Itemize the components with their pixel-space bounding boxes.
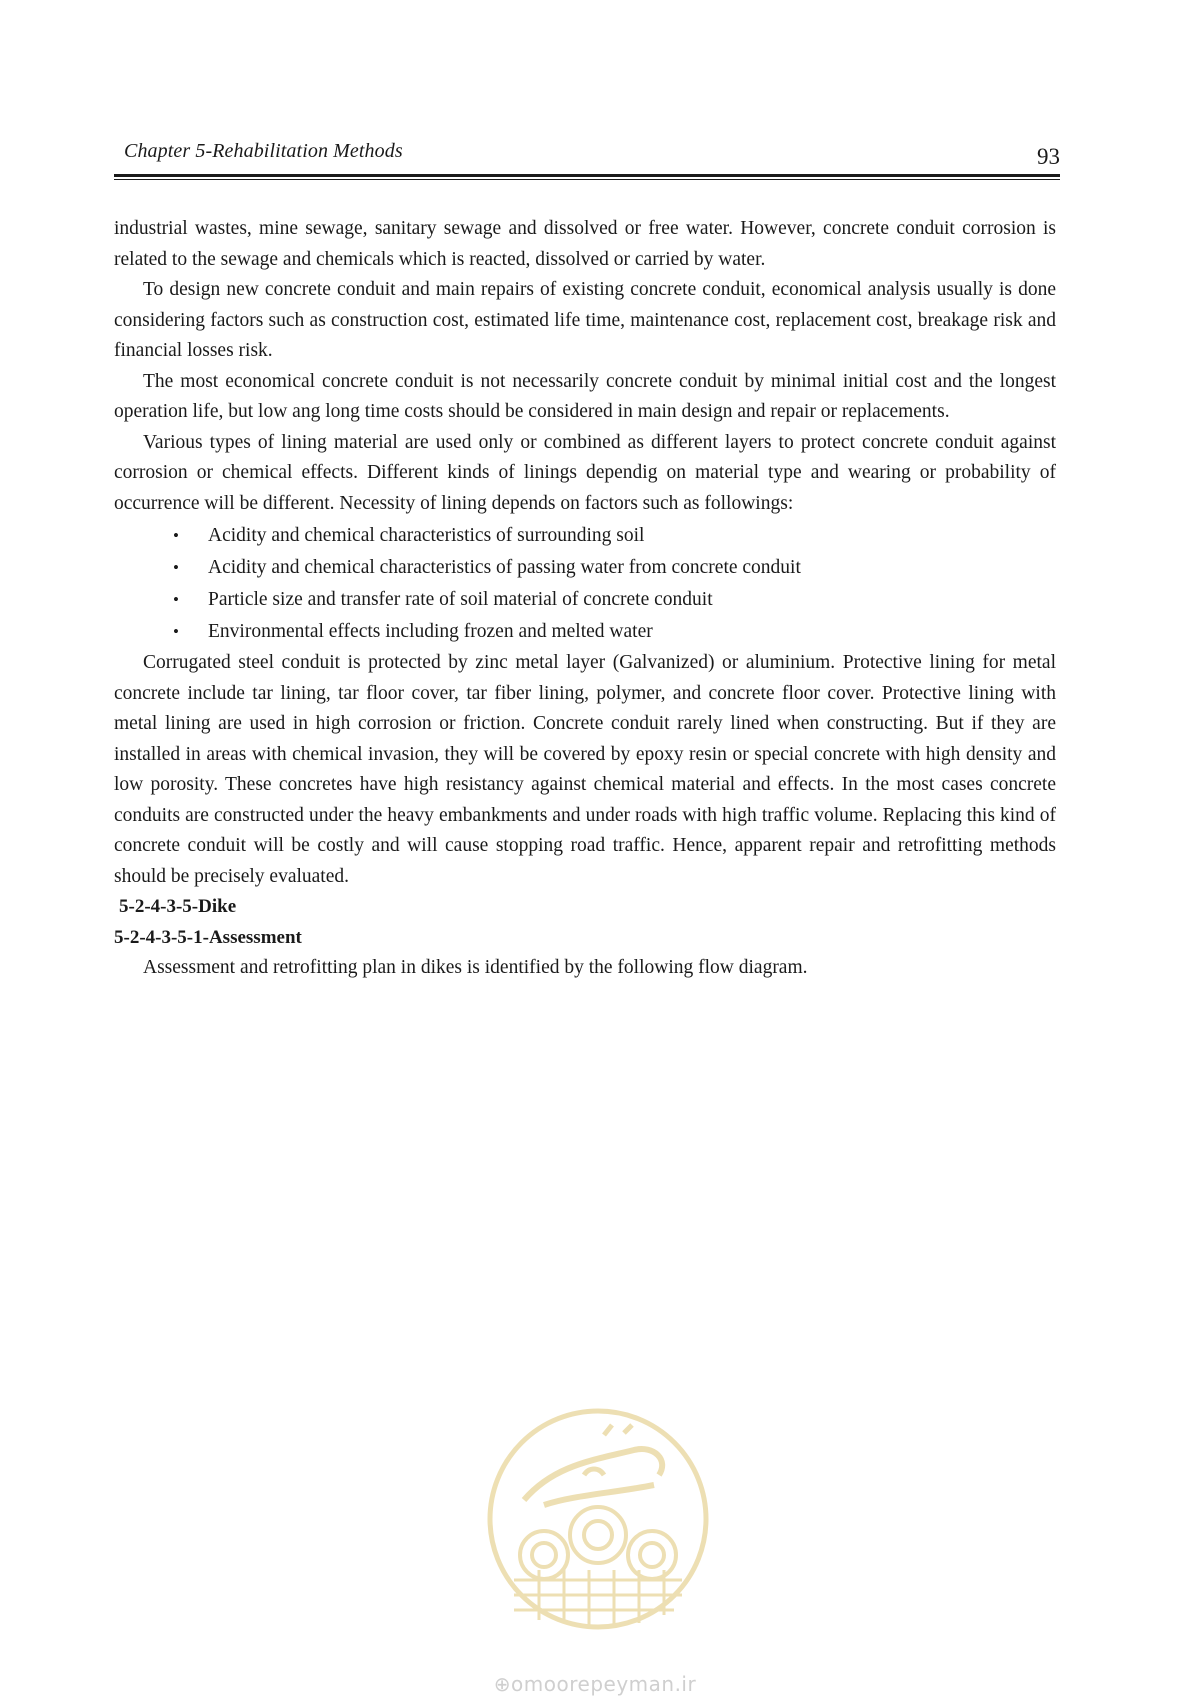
bullet-icon: • [173, 526, 179, 545]
watermark-url-text: omoorepeyman.ir [511, 1672, 697, 1696]
globe-icon: ⊕ [493, 1672, 512, 1696]
list-item [114, 616, 1056, 648]
list-item-text: Acidity and chemical characteristics of passing water from concrete conduit [208, 557, 801, 578]
page-number: 93 [1037, 144, 1060, 169]
list-item-text: Particle size and transfer rate of soil material of concrete conduit [208, 589, 713, 610]
section-heading: 5-2-4-3-5-Dike [119, 896, 237, 917]
list-item [114, 520, 1056, 552]
header-double-rule [114, 174, 1060, 181]
list-item [114, 584, 1056, 616]
list-item-text: Environmental effects including frozen and melted water [208, 621, 653, 642]
paragraph: Various types of lining material are used only or combined as different layers to protect concrete conduit against corrosion or chemical effects. Different kinds of linings dependig on material type and wearing or probability of occurrence will be different. Necessity of lining depends on factors such as followings: [114, 431, 1056, 514]
header-rule-thick [114, 174, 1060, 177]
paragraph: To design new concrete conduit and main repairs of existing concrete conduit, economical analysis usually is done considering factors such as construction cost, estimated life time, maintenance cost, replacement cost, breakage risk and financial losses risk. [114, 279, 1056, 361]
bullet-icon: • [173, 558, 179, 577]
header-rule-thin [114, 179, 1060, 180]
paragraph: The most economical concrete conduit is not necessarily concrete conduit by minimal initial cost and the longest operation life, but low ang long time costs should be considered in main design and repair or replacements. [114, 370, 1056, 422]
factor-list [114, 520, 1056, 648]
watermark-seal [484, 1405, 712, 1633]
bullet-icon: • [173, 590, 179, 609]
watermark-seal-icon [484, 1405, 712, 1633]
paragraph: Corrugated steel conduit is protected by zinc metal layer (Galvanized) or aluminium. Protective lining for metal concrete include tar lining, tar floor cover, tar fiber lining, polymer, and concrete floor cover. Protective lining with metal lining are used in high corrosion or friction. Concrete conduit rarely lined when constructing. But if they are installed in areas with chemical invasion, they will be covered by epoxy resin or special concrete with high density and low porosity. These concretes have high resistancy against chemical material and effects. In the most cases concrete conduits are constructed under the heavy embankments and under roads with high traffic volume. Replacing this kind of concrete conduit will be costly and will cause stopping road traffic. Hence, apparent repair and retrofitting methods should be precisely evaluated. [114, 652, 1056, 887]
list-item-text: Acidity and chemical characteristics of surrounding soil [208, 525, 645, 546]
chapter-title: Chapter 5-Rehabilitation Methods [124, 140, 403, 162]
paragraph: Assessment and retrofitting plan in dikes is identified by the following flow diagram. [143, 957, 808, 978]
bullet-icon: • [173, 622, 179, 641]
list-item [114, 552, 1056, 584]
subsection-heading: 5-2-4-3-5-1-Assessment [114, 926, 302, 948]
body-text [114, 214, 1056, 984]
paragraph: industrial wastes, mine sewage, sanitary sewage and dissolved or free water. However, concrete conduit corrosion is related to the sewage and chemicals which is reacted, dissolved or carried by water. [114, 218, 1056, 270]
watermark-url [0, 1672, 1190, 1696]
running-header [114, 138, 1060, 172]
